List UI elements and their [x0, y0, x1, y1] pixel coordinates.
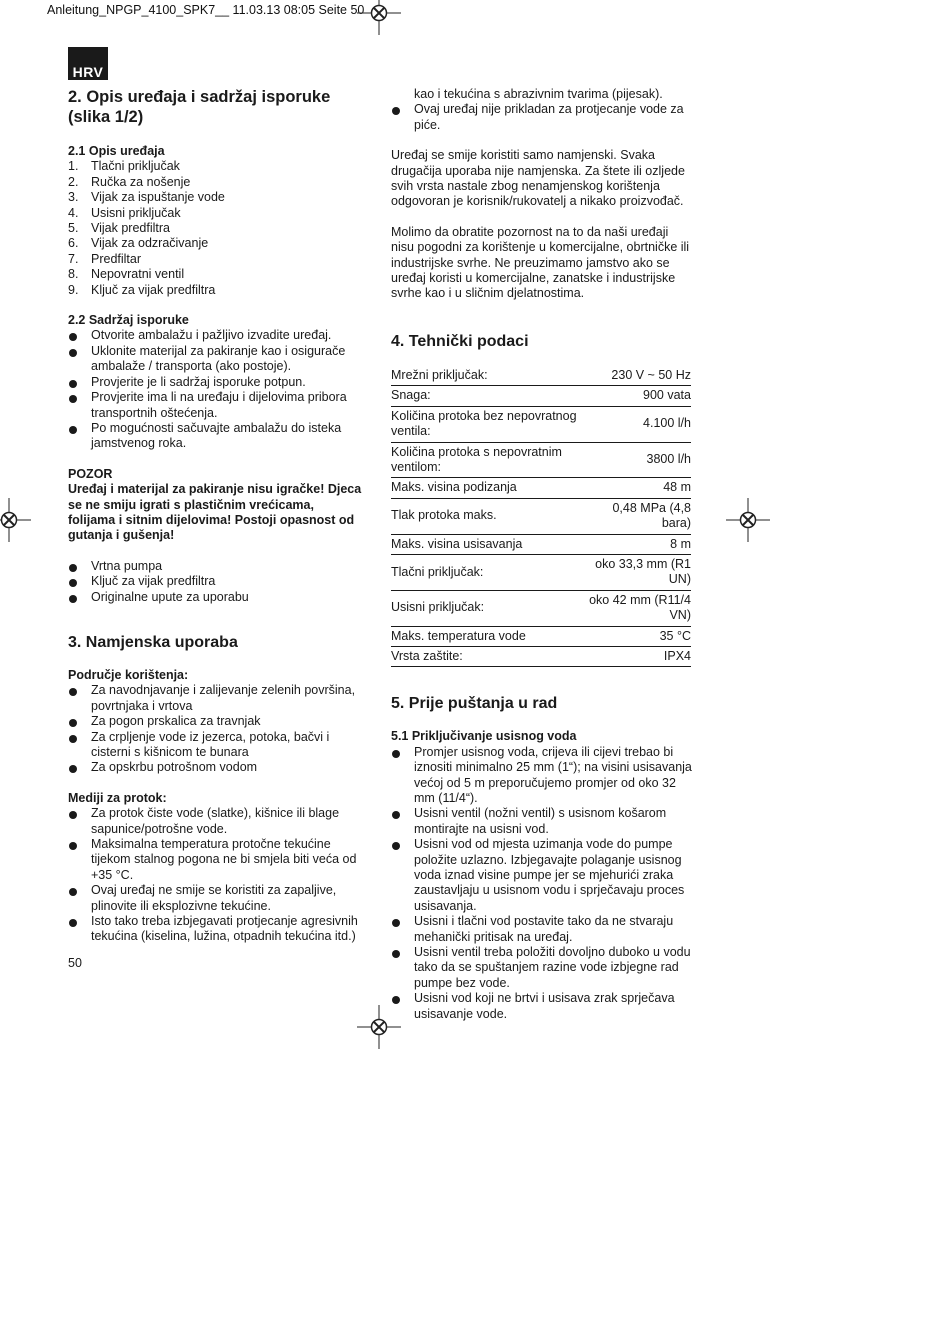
list-item: Po mogućnosti sačuvajte ambalažu do isteka jamstvenog roka.: [68, 421, 364, 452]
usage-area-title: Područje korištenja:: [68, 667, 189, 682]
page-number: 50: [68, 956, 82, 970]
list-item: Usisni vod koji ne brtvi i usisava zrak sprječava usisavanje vode.: [391, 991, 693, 1022]
list-item: Za crpljenje vode iz jezerca, potoka, bačvi i cisterni s kišnicom te bunara: [68, 730, 364, 761]
list-item: 5. Vijak predfiltra: [68, 221, 170, 236]
section-2-title: [68, 87, 364, 127]
right-column: [391, 87, 693, 1022]
delivery-contents-list: [68, 559, 364, 605]
list-item: 4. Usisni priključak: [68, 205, 181, 220]
list-item: Uklonite materijal za pakiranje kao i osigurače ambalaže / transporta (ako postoje).: [68, 344, 364, 375]
list-item: Otvorite ambalažu i pažljivo izvadite uređaj.: [68, 328, 364, 343]
technical-data-table: [391, 366, 691, 668]
list-item: Za opskrbu potrošnom vodom: [68, 760, 364, 775]
table-row: Snaga: 900 vata: [391, 386, 691, 406]
section-4-title: 4. Tehnički podaci: [391, 332, 529, 350]
suction-line-list: [391, 745, 693, 1022]
device-parts-list: [68, 159, 364, 298]
table-row: Mrežni priključak: 230 V ~ 50 Hz: [391, 366, 691, 386]
usage-area-list: [68, 683, 364, 775]
list-item: 1. Tlačni priključak: [68, 159, 180, 174]
warning-text: Uređaj i materijal za pakiranje nisu igračke! Djeca se ne smiju igrati s plastičnim vrećicama, folijama i sitnim dijelovima! Postoji opasnost od gutanja i gušenja!: [68, 482, 362, 543]
intended-use-paragraph: Uređaj se smije koristiti samo namjenski. Svaka drugačija uporaba nije namjenska. Za štete ili ozljede svih vrsta nastale zbog nenamjenskog korištenja odgovoran je korisnik/rukovatelj a nikako proizvođač.: [391, 148, 685, 209]
table-row: Usisni priključak: oko 42 mm (R11/4 VN): [391, 590, 691, 626]
table-row: Vrsta zaštite: IPX4: [391, 646, 691, 666]
table-row: Tlačni priključak: oko 33,3 mm (R1 UN): [391, 554, 691, 590]
section-3-title: 3. Namjenska uporaba: [68, 633, 238, 651]
media-list: [68, 806, 364, 945]
list-item: Promjer usisnog voda, crijeva ili cijevi trebao bi iznositi minimalno 25 mm (1“); na visini usisavanja većoj od 5 m preporučujemo promjer od oko 32 mm (11/4“).: [391, 745, 693, 807]
list-item: Usisni i tlačni vod postavite tako da ne stvaraju mehanički pritisak na uređaj.: [391, 914, 693, 945]
list-item: Usisni ventil (nožni ventil) s usisnom košarom montirajte na usisni vod.: [391, 806, 693, 837]
list-item: 8. Nepovratni ventil: [68, 267, 185, 282]
list-item: 3. Vijak za ispuštanje vode: [68, 190, 225, 205]
list-item: Ključ za vijak predfiltra: [68, 574, 364, 589]
delivery-steps-list: [68, 328, 364, 451]
list-item: Za navodnjavanje i zalijevanje zelenih površina, povrtnjaka i vrtova: [68, 683, 364, 714]
list-item: Originalne upute za uporabu: [68, 590, 364, 605]
registration-mark-left-icon: [0, 498, 31, 542]
table-row: Tlak protoka maks. 0,48 MPa (4,8 bara): [391, 498, 691, 534]
table-row: Maks. visina podizanja 48 m: [391, 478, 691, 498]
list-item: Za protok čiste vode (slatke), kišnice ili blage sapunice/potrošne vode.: [68, 806, 364, 837]
list-item: Ovaj uređaj nije prikladan za protjecanje vode za piće.: [391, 102, 693, 133]
media-list-continuation: kao i tekućina s abrazivnim tvarima (pijesak).: [414, 87, 663, 101]
section-2-title-line2: (slika 1/2): [68, 108, 144, 126]
list-item: Provjerite ima li na uređaju i dijelovima pribora transportnih oštećenja.: [68, 390, 364, 421]
list-item: Usisni vod od mjesta uzimanja vode do pumpe položite uzlazno. Izbjegavajte polaganje usisnog voda iznad visine pumpe jer se mjehurići zraka zaustavljaju u usisnom vodu i sprječavaju proces usisavanja.: [391, 837, 693, 914]
warning-title: POZOR: [68, 466, 113, 481]
registration-mark-top-icon: [357, 0, 401, 35]
table-row: Maks. temperatura vode 35 °C: [391, 626, 691, 646]
subsection-2-2-title: 2.2 Sadržaj isporuke: [68, 313, 189, 328]
list-item: Usisni ventil treba položiti dovoljno duboko u vodu tako da se spuštanjem razine vode izbjegne rad pumpe bez vode.: [391, 945, 693, 991]
list-item: 9. Ključ za vijak predfiltra: [68, 282, 216, 297]
list-item: Provjerite je li sadržaj isporuke potpun.: [68, 375, 364, 390]
list-item: 2. Ručka za nošenje: [68, 174, 191, 189]
table-row: Količina protoka bez nepovratnog ventila: 4.100 l/h: [391, 406, 691, 442]
left-column: [68, 87, 364, 945]
commercial-use-paragraph: Molimo da obratite pozornost na to da naši uređaji nisu pogodni za korištenje u komercijalne, obrtničke ili industrijske svrhe. Ne preuzimamo jamstvo ako se uređaj koristi u komercijalne, zanatske i industrijske svrhe kao i u sličnim djelatnostima.: [391, 224, 690, 301]
section-5-title: 5. Prije puštanja u rad: [391, 695, 558, 713]
media-title: Mediji za protok:: [68, 790, 167, 805]
subsection-2-1-title: 2.1 Opis uređaja: [68, 144, 165, 158]
print-header: Anleitung_NPGP_4100_SPK7__ 11.03.13 08:05 Seite 50: [47, 3, 365, 17]
list-item: Isto tako treba izbjegavati protjecanje agresivnih tekućina (kiselina, lužina, otpadnih tekućina itd.): [68, 914, 364, 945]
list-item: Ovaj uređaj ne smije se koristiti za zapaljive, plinovite ili eksplozivne tekućine.: [68, 883, 364, 914]
subsection-5-1-title: 5.1 Priključivanje usisnog voda: [391, 729, 577, 744]
list-item: 6. Vijak za odzračivanje: [68, 236, 209, 251]
media-list-cont: [391, 102, 693, 133]
language-badge: HRV: [68, 47, 108, 80]
list-item: 7. Predfiltar: [68, 251, 142, 266]
list-item: Maksimalna temperatura protočne tekućine tijekom stalnog pogona ne bi smjela biti veća od +35 °C.: [68, 837, 364, 883]
table-row: Maks. visina usisavanja 8 m: [391, 534, 691, 554]
list-item: Vrtna pumpa: [68, 559, 364, 574]
registration-mark-right-icon: [726, 498, 770, 542]
list-item: Za pogon prskalica za travnjak: [68, 714, 364, 729]
section-2-title-line1: 2. Opis uređaja i sadržaj isporuke: [68, 88, 331, 106]
table-row: Količina protoka s nepovratnim ventilom: 3800 l/h: [391, 442, 691, 478]
